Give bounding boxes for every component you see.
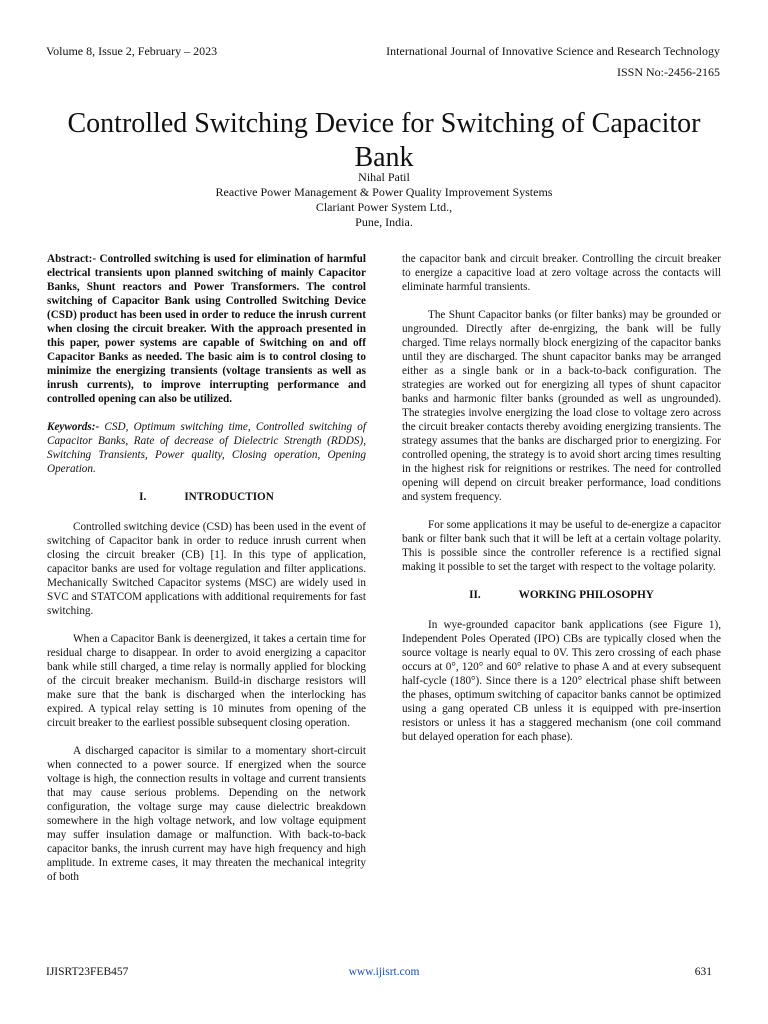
section-number: I. <box>139 491 147 503</box>
paper-title: Controlled Switching Device for Switching of Capacitor Bank <box>67 107 701 173</box>
paragraph: Controlled switching device (CSD) has been used in the event of switching of Capacitor bank in order to reduce inrush current when closing the circuit breaker (CB) [1]. In this type of application, capacitor banks are used for voltage regulation and filter applications. Mechanically Switched Capacitor systems (MSC) are widely used in SVC and STATCOM applications with additional requirements for fast switching. <box>47 521 366 617</box>
journal-volume: Volume 8, Issue 2, February – 2023 <box>46 44 218 58</box>
keywords-text: CSD, Optimum switching time, Controlled switching of Capacitor Banks, Rate of decrease of Dielectric Strength (RDDS), Switching Transients, Power quality, Closing operation, Opening Operation. <box>47 421 366 475</box>
section-heading-introduction <box>47 490 366 504</box>
author-organization: Clariant Power System Ltd., <box>315 200 453 214</box>
paragraph: the capacitor bank and circuit breaker. Controlling the circuit breaker to energize a capacitive load at zero voltage across the contacts will eliminate harmful transients. <box>402 253 721 293</box>
author-block <box>40 170 728 230</box>
section-title: WORKING PHILOSOPHY <box>518 589 654 601</box>
author-department: Reactive Power Management & Power Quality Improvement Systems <box>215 185 553 199</box>
left-column <box>47 252 366 898</box>
abstract-text: Controlled switching is used for elimination of harmful electrical transients upon planned switching of mainly Capacitor Banks, Shunt reactors and Power Transformers. The control switching of Capacitor Bank using Controlled Switching Device (CSD) product has been used in order to reduce the inrush current when closing the circuit breaker. With the approach presented in this paper, power systems are capable of Switching on and off Capacitor Banks as needed. The basic aim is to control closing to minimize the energizing transients (voltage transients as well as inrush currents), to improve interrupting performance and controlled opening can also be utilized. <box>47 253 366 405</box>
paragraph: For some applications it may be useful to de-energize a capacitor bank or filter bank such that it will be left at a certain voltage polarity. This is possible since the controller reference is a rectified signal making it possible to set the target with respect to the voltage polarity. <box>402 519 721 573</box>
paragraph: The Shunt Capacitor banks (or filter banks) may be grounded or ungrounded. Directly after de-enrgizing, the bank will be fully charged. Time relays normally block energizing of the capacitor banks until they are discharged. The shunt capacitor banks may be arranged either as a single bank or in a back-to-back configuration. The strategies are worked out for energizing all types of shunt capacitor banks and harmonic filter banks (grounded as well as ungrounded). The strategies involve energizing the load close to voltage zero across the circuit breaker contacts thereby avoiding energizing transients. The strategy assumes that the banks are discharged prior to energizing. For controlled opening, the strategy is to avoid short arcing times resulting in the highest risk for reignitions or restrikes. The need for controlled opening will depend on circuit breaker performance, load conditions and system frequency. <box>402 309 721 503</box>
journal-website-link[interactable]: www.ijisrt.com <box>348 966 420 978</box>
right-column <box>402 252 721 758</box>
section-title: INTRODUCTION <box>184 491 274 503</box>
keywords <box>47 420 366 476</box>
abstract <box>47 252 366 406</box>
paragraph: In wye-grounded capacitor bank applications (see Figure 1), Independent Poles Operated (IPO) CBs are typically closed when the source voltage is nearly equal to 0V. This zero crossing of each phase occurs at 0°, 120° and 60° relative to phase A and at every subsequent half-cycle (180°). Since there is a 120° electrical phase shift between the phases, optimum switching of capacitor banks cannot be optimized using a gang operated CB unless it is equipped with pre-insertion resistors or unless it has a staggered mechanism (one coil command but delayed operation for each phase). <box>402 619 721 743</box>
paragraph: A discharged capacitor is similar to a momentary short-circuit when connected to a power source. If energized when the source voltage is high, the connection results in voltage and current transients that may cause serious problems. Depending on the network configuration, the voltage surge may cause dielectric breakdown somewhere in the high voltage network, and low voltage equipment may suffer insulation damage or malfunction. With back-to-back capacitor banks, the inrush current may have high frequency and high amplitude. In extreme cases, it may threaten the mechanical integrity of both <box>47 745 366 883</box>
issn-number: ISSN No:-2456-2165 <box>616 65 720 79</box>
section-heading-working-philosophy <box>402 588 721 602</box>
journal-name: International Journal of Innovative Science and Research Technology <box>386 44 720 58</box>
page-number: 631 <box>694 966 712 978</box>
abstract-label: Abstract:- <box>47 253 97 265</box>
keywords-label: Keywords:- <box>47 421 100 433</box>
paragraph: When a Capacitor Bank is deenergized, it takes a certain time for residual charge to disappear. In order to avoid energizing a capacitor bank while still charged, a time relay is normally applied for blocking of the circuit breaker mechanism. Build-in discharge resistors will make sure that the bank is discharged when the interlocking has expired. A typical relay setting is 10 minutes from opening of the circuit breaker to the earliest possible subsequent closing operation. <box>47 633 366 729</box>
paper-code: IJISRT23FEB457 <box>46 966 129 978</box>
author-location: Pune, India. <box>355 215 413 229</box>
section-number: II. <box>469 589 481 601</box>
author-name: Nihal Patil <box>358 170 410 184</box>
